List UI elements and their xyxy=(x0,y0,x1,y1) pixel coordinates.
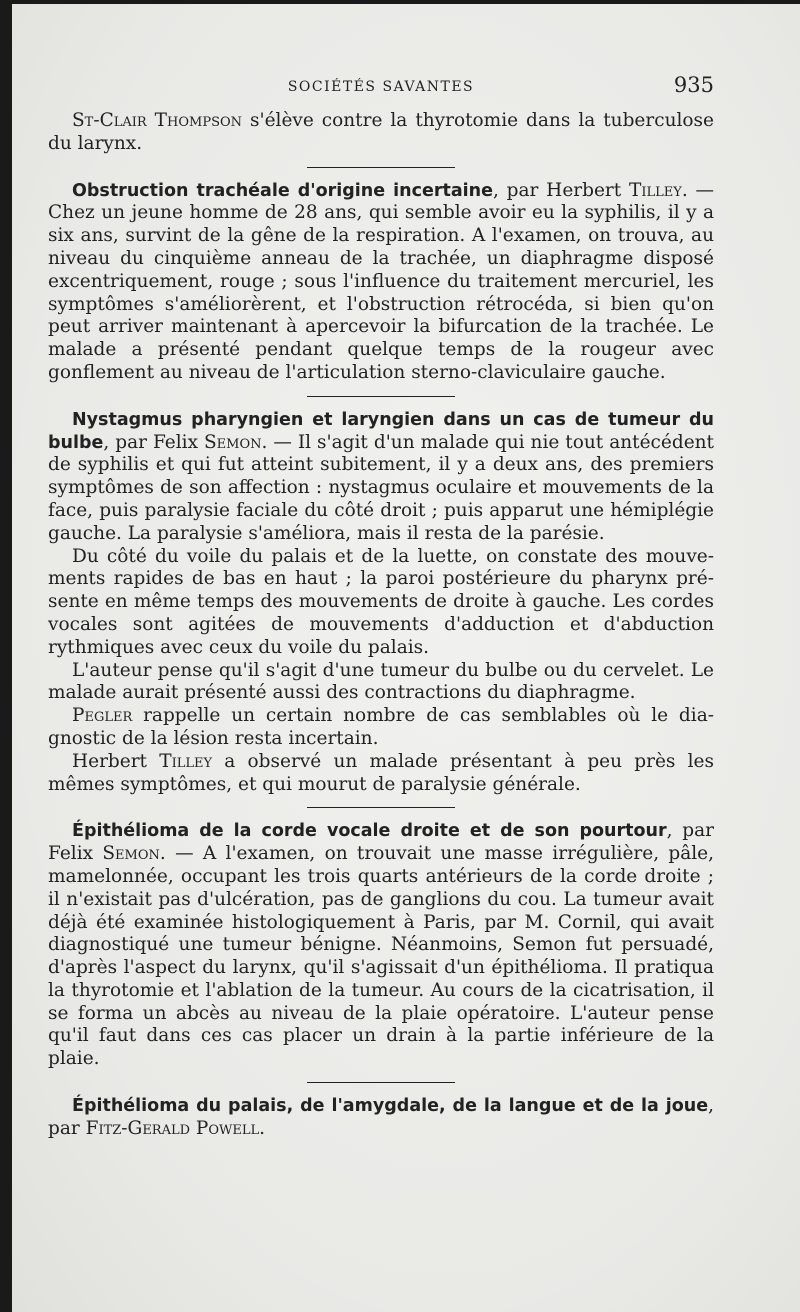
section1-author: Tilley xyxy=(629,179,682,201)
section3-author: Semon xyxy=(102,843,160,865)
section3-text: . — A l'examen, on trouvait une masse irrégulière, pâle, mamelonnée, occupant les trois quarts antérieurs de la corde droite ; il n'existait pas d'ulcération, pas de ganglions du cou. La tumeur avait déjà été examinée histologiquement à Paris, par M. Cornil, qui avait diagnostiqué une tumeur bénigne. Néanmoins, Semon fut persuadé, d'après l'aspect du larynx, qu'il s'agissait d'un épithélioma. Il pratiqua la thyrotomie et l'ablation de la tumeur. Au cours de la cicatrisation, il se forma un abcès au niveau de la plaie opératoire. L'auteur pense qu'il faut dans ces cas placer un drain à la partie inférieure de la plaie. xyxy=(48,843,715,1070)
section1-by: , par Herbert xyxy=(492,179,629,201)
section2-text: . — Il s'agit d'un malade qui nie tout antécédent de syphilis et qui fut atteint subitement, il y a deux ans, des premiers symptômes de son affection : nystagmus oculaire et mouvements de la face, puis paralysie faciale du côté droit ; puis apparut une hémiplégie gauche. La paralysie s'améliora, mais il resta de la parésie. xyxy=(48,431,714,544)
running-title: SOCIÉTÉS SAVANTES xyxy=(287,79,475,95)
page-header xyxy=(48,70,714,110)
section2-paragraph-4 xyxy=(48,705,714,751)
section-divider xyxy=(307,1082,455,1083)
section2-paragraph xyxy=(48,409,714,546)
section4-paragraph xyxy=(48,1095,714,1141)
page-number: 935 xyxy=(673,73,714,97)
section2-title: Nystagmus pharyngien et laryngien dans un cas de tumeur du bulbe xyxy=(48,409,714,453)
section2-p4-author: Pegler xyxy=(72,705,133,727)
section4-end: . xyxy=(259,1117,266,1139)
section3-paragraph xyxy=(48,820,714,1071)
section4-author: Fitz-Gerald Powell xyxy=(85,1117,260,1139)
section2-paragraph-5 xyxy=(48,751,714,797)
section3-title: Épithélioma de la corde vocale droite et de son pourtour xyxy=(72,821,667,842)
section2-by: , par Felix xyxy=(103,431,204,453)
section2-paragraph-3: L'auteur pense qu'il s'agit d'une tumeur du bulbe ou du cervelet. Le malade aurait présenté aussi des contractions du diaphragme. xyxy=(48,659,714,704)
section2-p5-pre: Herbert xyxy=(72,750,160,772)
section3-by: , par Felix xyxy=(48,820,714,865)
section4-by: , par xyxy=(48,1095,714,1139)
section1-title: Obstruction trachéale d'origine incertaine xyxy=(72,180,493,201)
section1-text: . — Chez un jeune homme de 28 ans, qui semble avoir eu la syphilis, il y a six ans, survint de la gêne de la respiration. A l'examen, on trouva, au niveau du cinquième anneau de la trachée, un diaphragme disposé excentriquement, rouge ; sous l'influence du traitement mercuriel, les symptômes s'améliorèrent, et l'obstruction rétrocéda, si bien qu'on peut arriver maintenant à apercevoir la bifurcation de la trachée. Le malade a présenté pendant quelque temps de la rougeur avec gonflement au niveau de l'articulation sterno-claviculaire gauche. xyxy=(48,179,715,383)
intro-author: St-Clair Thompson xyxy=(72,110,243,131)
section2-p4-text: rappelle un certain nombre de cas semblables où le diagnostic de la lésion resta incertain. xyxy=(48,705,714,749)
section-divider xyxy=(307,167,455,168)
section2-paragraph-2: Du côté du voile du palais et de la luette, on constate des mouvements rapides de bas en haut ; la paroi postérieure du pharynx présente en même temps des mouvements de droite à gauche. Les cordes vocales sont agitées de mouvements d'adduction et d'abduction rythmiques avec ceux du voile du palais. xyxy=(48,545,714,658)
intro-paragraph xyxy=(48,110,714,156)
page-content xyxy=(48,70,714,1141)
page xyxy=(12,4,800,1312)
section1-paragraph xyxy=(48,180,714,385)
section-divider xyxy=(307,396,455,397)
section4-title: Épithélioma du palais, de l'amygdale, de la langue et de la joue xyxy=(72,1096,709,1117)
section-divider xyxy=(307,807,455,808)
section2-author: Semon xyxy=(203,431,262,453)
section2-p5-text: a observé un malade présentant à peu près les mêmes symptômes, et qui mourut de paralysie générale. xyxy=(48,750,714,795)
intro-text: s'élève contre la thyrotomie dans la tuberculose du larynx. xyxy=(48,110,715,154)
section2-p5-author: Tilley xyxy=(159,750,213,772)
